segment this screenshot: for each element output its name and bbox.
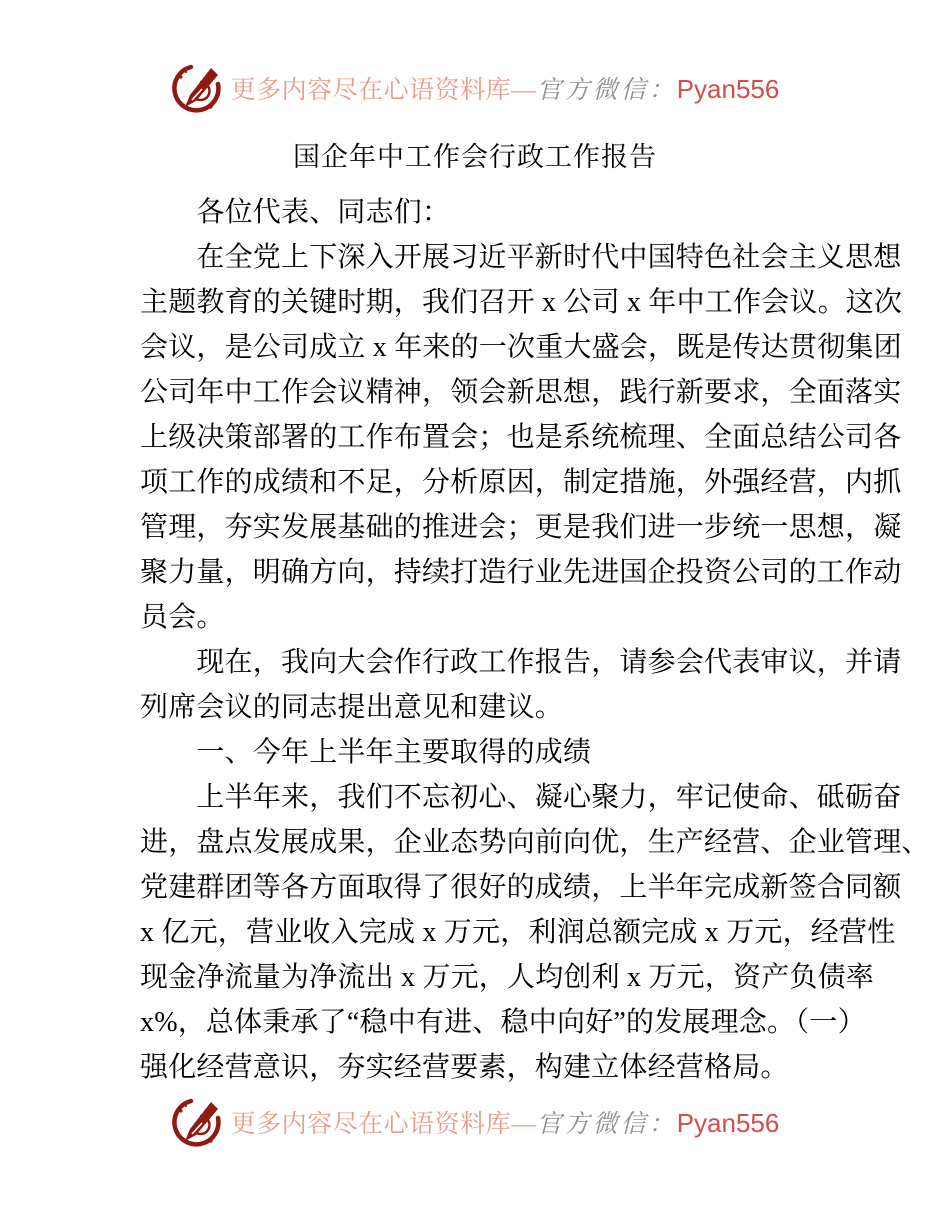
footer-watermark xyxy=(0,1096,950,1148)
body-line: 列席会议的同志提出意见和建议。 xyxy=(140,692,564,723)
watermark-wechat-label: 官方微信： xyxy=(536,77,677,104)
paragraph-intro xyxy=(140,235,903,640)
paragraph-achievements xyxy=(140,775,930,1090)
watermark-brand-text: 更多内容尽在心语资料库— xyxy=(230,77,537,104)
body-line: 上级决策部署的工作布置会；也是系统梳理、全面总结公司各 xyxy=(140,422,902,453)
brand-pen-logo-icon xyxy=(171,62,223,114)
body-line: 在全党上下深入开展习近平新时代中国特色社会主义思想 xyxy=(140,242,902,273)
body-line: 各位代表、同志们： xyxy=(140,197,451,228)
watermark-wechat-id: Pyan556 xyxy=(676,74,780,104)
watermark-text xyxy=(231,70,780,106)
body-line: 进，盘点发展成果，企业态势向前向优，生产经营、企业管理、 xyxy=(140,827,930,858)
body-line: 现金净流量为净流出 x 万元，人均创利 x 万元，资产负债率 xyxy=(140,962,875,993)
paragraph-report-statement xyxy=(140,640,902,730)
body-line: x%，总体秉承了“稳中有进、稳中向好”的发展理念。（一） xyxy=(140,1007,866,1038)
document-title: 国企年中工作会行政工作报告 xyxy=(293,142,657,172)
section-heading-line: 一、今年上半年主要取得的成绩 xyxy=(140,737,592,768)
paragraph-salutation xyxy=(140,190,824,235)
body-line: 管理，夯实发展基础的推进会；更是我们进一步统一思想，凝 xyxy=(140,512,902,543)
brand-pen-logo-icon xyxy=(171,1096,223,1148)
body-line: 员会。 xyxy=(140,602,225,633)
body-line: 项工作的成绩和不足，分析原因，制定措施，外强经营，内抓 xyxy=(140,467,902,498)
watermark-brand-text: 更多内容尽在心语资料库— xyxy=(230,1111,537,1138)
body-line: 聚力量，明确方向，持续打造行业先进国企投资公司的工作动 xyxy=(140,557,902,588)
watermark-text xyxy=(231,1104,780,1140)
body-line: 公司年中工作会议精神，领会新思想，践行新要求，全面落实 xyxy=(140,377,902,408)
watermark-wechat-label: 官方微信： xyxy=(536,1111,677,1138)
watermark-wechat-id: Pyan556 xyxy=(676,1108,780,1138)
body-line: 强化经营意识，夯实经营要素，构建立体经营格局。 xyxy=(140,1052,789,1083)
section-heading xyxy=(140,730,824,775)
document-body xyxy=(140,190,930,1090)
header-watermark xyxy=(0,62,950,114)
body-line: 现在，我向大会作行政工作报告，请参会代表审议，并请 xyxy=(140,647,902,678)
body-line: 主题教育的关键时期，我们召开 x 公司 x 年中工作会议。这次 xyxy=(140,287,903,318)
body-line: x 亿元，营业收入完成 x 万元，利润总额完成 x 万元，经营性 xyxy=(140,917,896,948)
body-line: 上半年来，我们不忘初心、凝心聚力，牢记使命、砥砺奋 xyxy=(140,782,902,813)
body-line: 会议，是公司成立 x 年来的一次重大盛会，既是传达贯彻集团 xyxy=(140,332,902,363)
body-line: 党建群团等各方面取得了很好的成绩，上半年完成新签合同额 xyxy=(140,872,902,903)
